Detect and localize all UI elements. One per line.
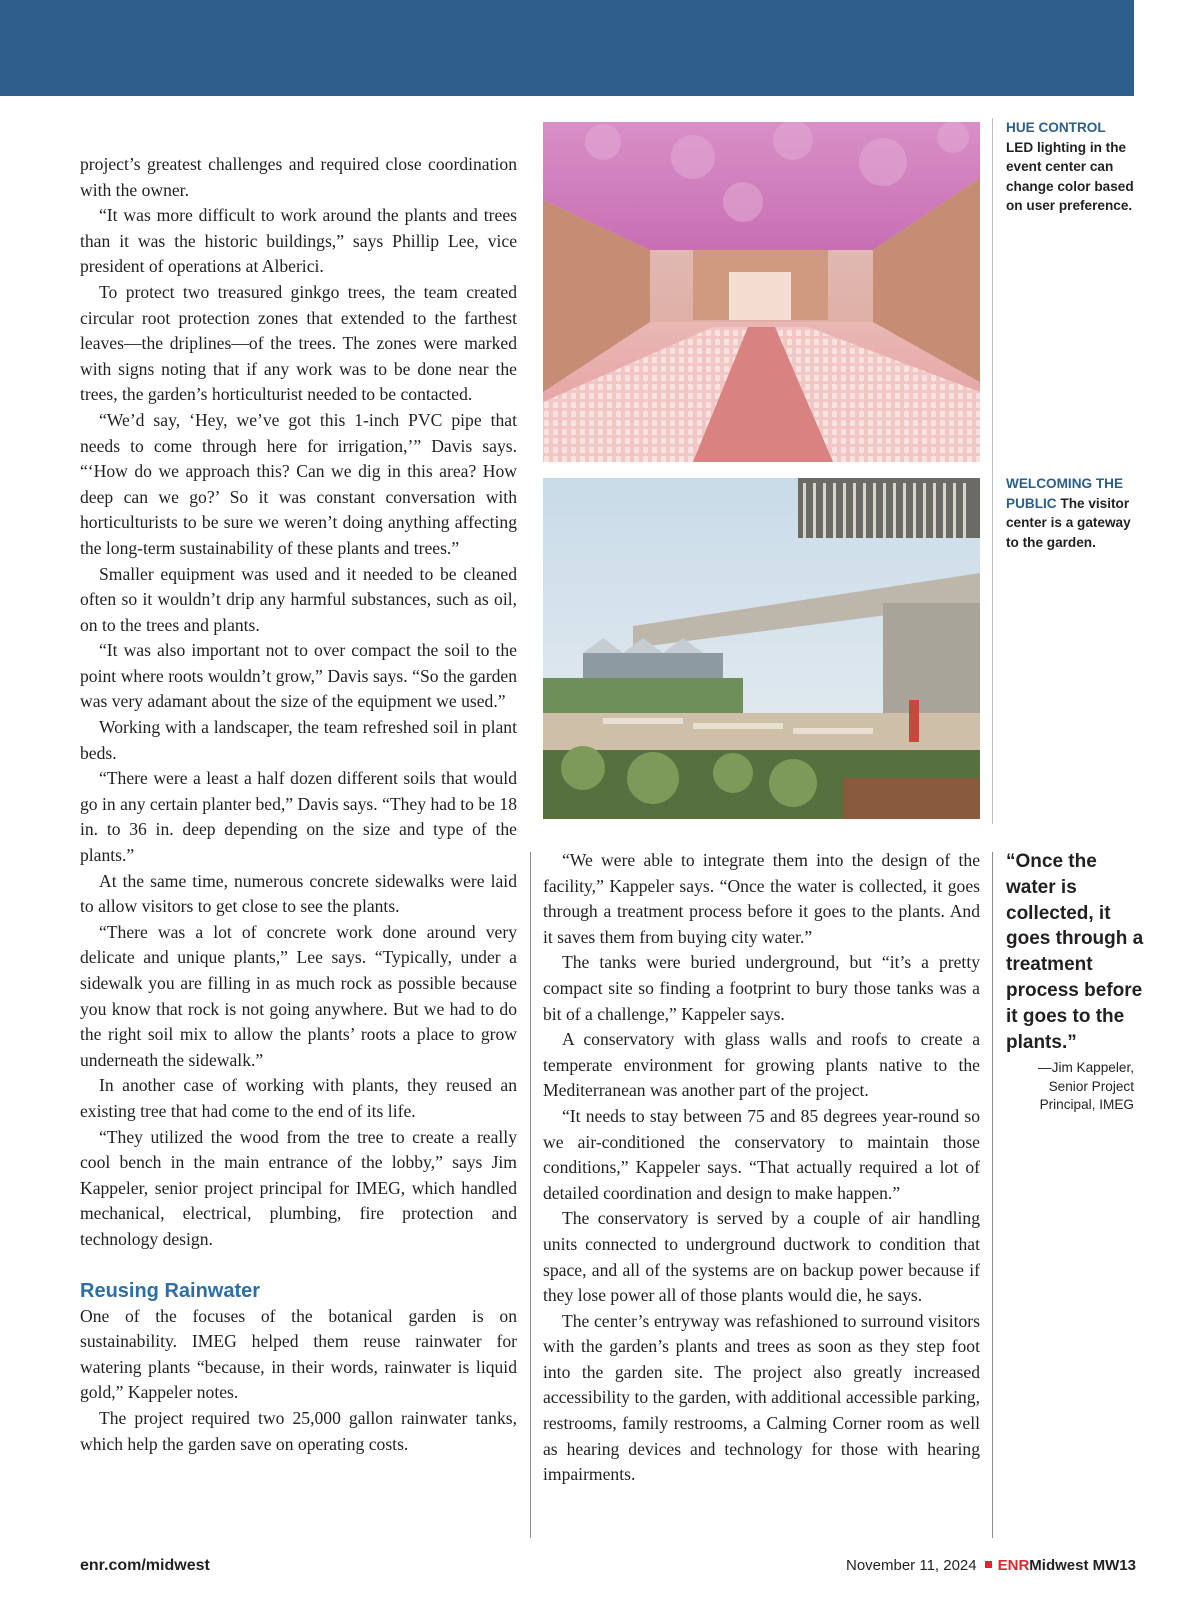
event-center-photo — [543, 122, 980, 462]
caption-kicker: WELCOMING THE PUBLIC — [1006, 476, 1124, 511]
paragraph: The project required two 25,000 gallon rainwater tanks, which help the garden save on operating costs. — [80, 1407, 517, 1454]
paragraph: One of the focuses of the botanical garden is on sustainability. IMEG helped them reuse rainwater for watering plants “because, in their words, rainwater is liquid gold,” Kappeler notes. — [80, 1305, 517, 1403]
paragraph: To protect two treasured ginkgo trees, the team created circular root protection zones that extended to the farthest leaves—the driplines—of the trees. The zones were marked with signs noting that if any work was to be done near the trees, the garden’s horticulturist needed to be contacted. — [80, 281, 517, 405]
paragraph: At the same time, numerous concrete sidewalks were laid to allow visitors to get close to see the plants. — [80, 870, 517, 917]
paragraph: “It was more difficult to work around the plants and trees than it was the historic buildings,” says Phillip Lee, vice president of operations at Alberici. — [80, 205, 517, 277]
paragraph: project’s greatest challenges and required close coordination with the owner. — [80, 154, 517, 200]
page-number: MW13 — [1092, 1557, 1136, 1574]
pull-quote-text: “Once the water is collected, it goes through a treatment process before it goes to the plants.” — [1006, 851, 1144, 1053]
column-rule — [992, 852, 993, 1538]
paragraph: “They utilized the wood from the tree to create a really cool bench in the main entrance of the lobby,” says Jim Kappeler, senior project principal for IMEG, which handled mechanical, electrical, plumbing, fire protection and technology design. — [80, 1126, 517, 1249]
paragraph: “There was a lot of concrete work done around very delicate and unique plants,” Lee says. “Typically, under a sidewalk you are filling in as much rock as possible because you know that rock is not going anywhere. But we had to do the right soil mix to allow the plants’ roots a place to grow underneath the sidewalk.” — [80, 921, 517, 1070]
top-color-band — [0, 0, 1134, 96]
caption-rule — [992, 118, 993, 824]
caption-text: The visitor center is a gateway to the garden. — [1006, 495, 1131, 550]
paragraph: The conservatory is served by a couple of air handling units connected to underground ductwork to condition that space, and all of the systems are on backup power because if they lose power all of those plants would die, he says. — [543, 1208, 980, 1306]
photo-caption-welcoming — [1006, 474, 1138, 552]
paragraph: A conservatory with glass walls and roofs to create a temperate environment for growing plants native to the Mediterranean was another part of the project. — [543, 1029, 980, 1101]
middle-article-column — [543, 848, 980, 1488]
attribution-name: —Jim Kappeler, — [1038, 1060, 1134, 1076]
section-subhead: Reusing Rainwater — [80, 1279, 261, 1302]
pull-quote-attribution — [1006, 1059, 1146, 1115]
caption-text: LED lighting in the event center can change color based on user preference. — [1006, 139, 1134, 213]
paragraph: In another case of working with plants, they reused an existing tree that had come to the end of its life. — [80, 1075, 517, 1121]
photo-caption-hue-control — [1006, 118, 1138, 216]
footer-url[interactable]: enr.com/midwest — [80, 1557, 210, 1574]
visitor-center-photo — [543, 478, 980, 819]
square-bullet-icon — [985, 1561, 992, 1568]
paragraph: “We’d say, ‘Hey, we’ve got this 1-inch PVC pipe that needs to come through here for irrigation,’” Davis says. “‘How do we approach this? Can we dig in this area? How deep can we go?’ So it was constant conversation with horticulturists to be sure we weren’t doing anything affecting the long-term sustainability of these plants and trees.” — [80, 409, 517, 558]
paragraph: “It needs to stay between 75 and 85 degrees year-round so we air-conditioned the conservatory to maintain those conditions,” Kappeler says. “That actually required a lot of detailed coordination and design to make happen.” — [543, 1105, 980, 1203]
paragraph: Working with a landscaper, the team refreshed soil in plant beds. — [80, 717, 517, 763]
paragraph: The tanks were buried underground, but “it’s a pretty compact site so finding a footprint to bury those tanks was a bit of a challenge,” Kappeler says. — [543, 952, 980, 1024]
attribution-title: Senior Project Principal, IMEG — [1039, 1078, 1134, 1113]
caption-kicker: HUE CONTROL — [1006, 120, 1106, 135]
paragraph: “There were a least a half dozen different soils that would go in any certain planter bed,” Davis says. “They had to be 18 in. to 36 in. deep depending on the size and type of the plants.” — [80, 768, 517, 866]
footer-brand-region: Midwest — [1029, 1557, 1089, 1574]
paragraph: The center’s entryway was refashioned to surround visitors with the garden’s plants and trees as soon as they step foot into the garden site. The project also greatly increased accessibility to the garden, with additional accessible parking, restrooms, family restrooms, a Calming Corner room as well as hearing devices and technology for those with hearing impairments. — [543, 1310, 980, 1485]
paragraph: “We were able to integrate them into the design of the facility,” Kappeler says. “Once the water is collected, it goes through a treatment process before it goes to the plants. And it saves them from buying city water.” — [543, 850, 980, 947]
footer-brand-enr: ENR — [997, 1557, 1030, 1574]
footer-date: November 11, 2024 — [845, 1557, 977, 1574]
left-article-column — [80, 152, 517, 1457]
column-rule — [530, 852, 531, 1538]
paragraph: “It was also important not to over compact the soil to the point where roots wouldn’t grow,” Davis says. “So the garden was very adamant about the size of the equipment we used.” — [80, 640, 517, 712]
pull-quote — [1006, 849, 1146, 1115]
footer-folio — [846, 1557, 1136, 1574]
paragraph: Smaller equipment was used and it needed to be cleaned often so it wouldn’t drip any harmful substances, such as oil, on to the trees and plants. — [80, 563, 517, 635]
